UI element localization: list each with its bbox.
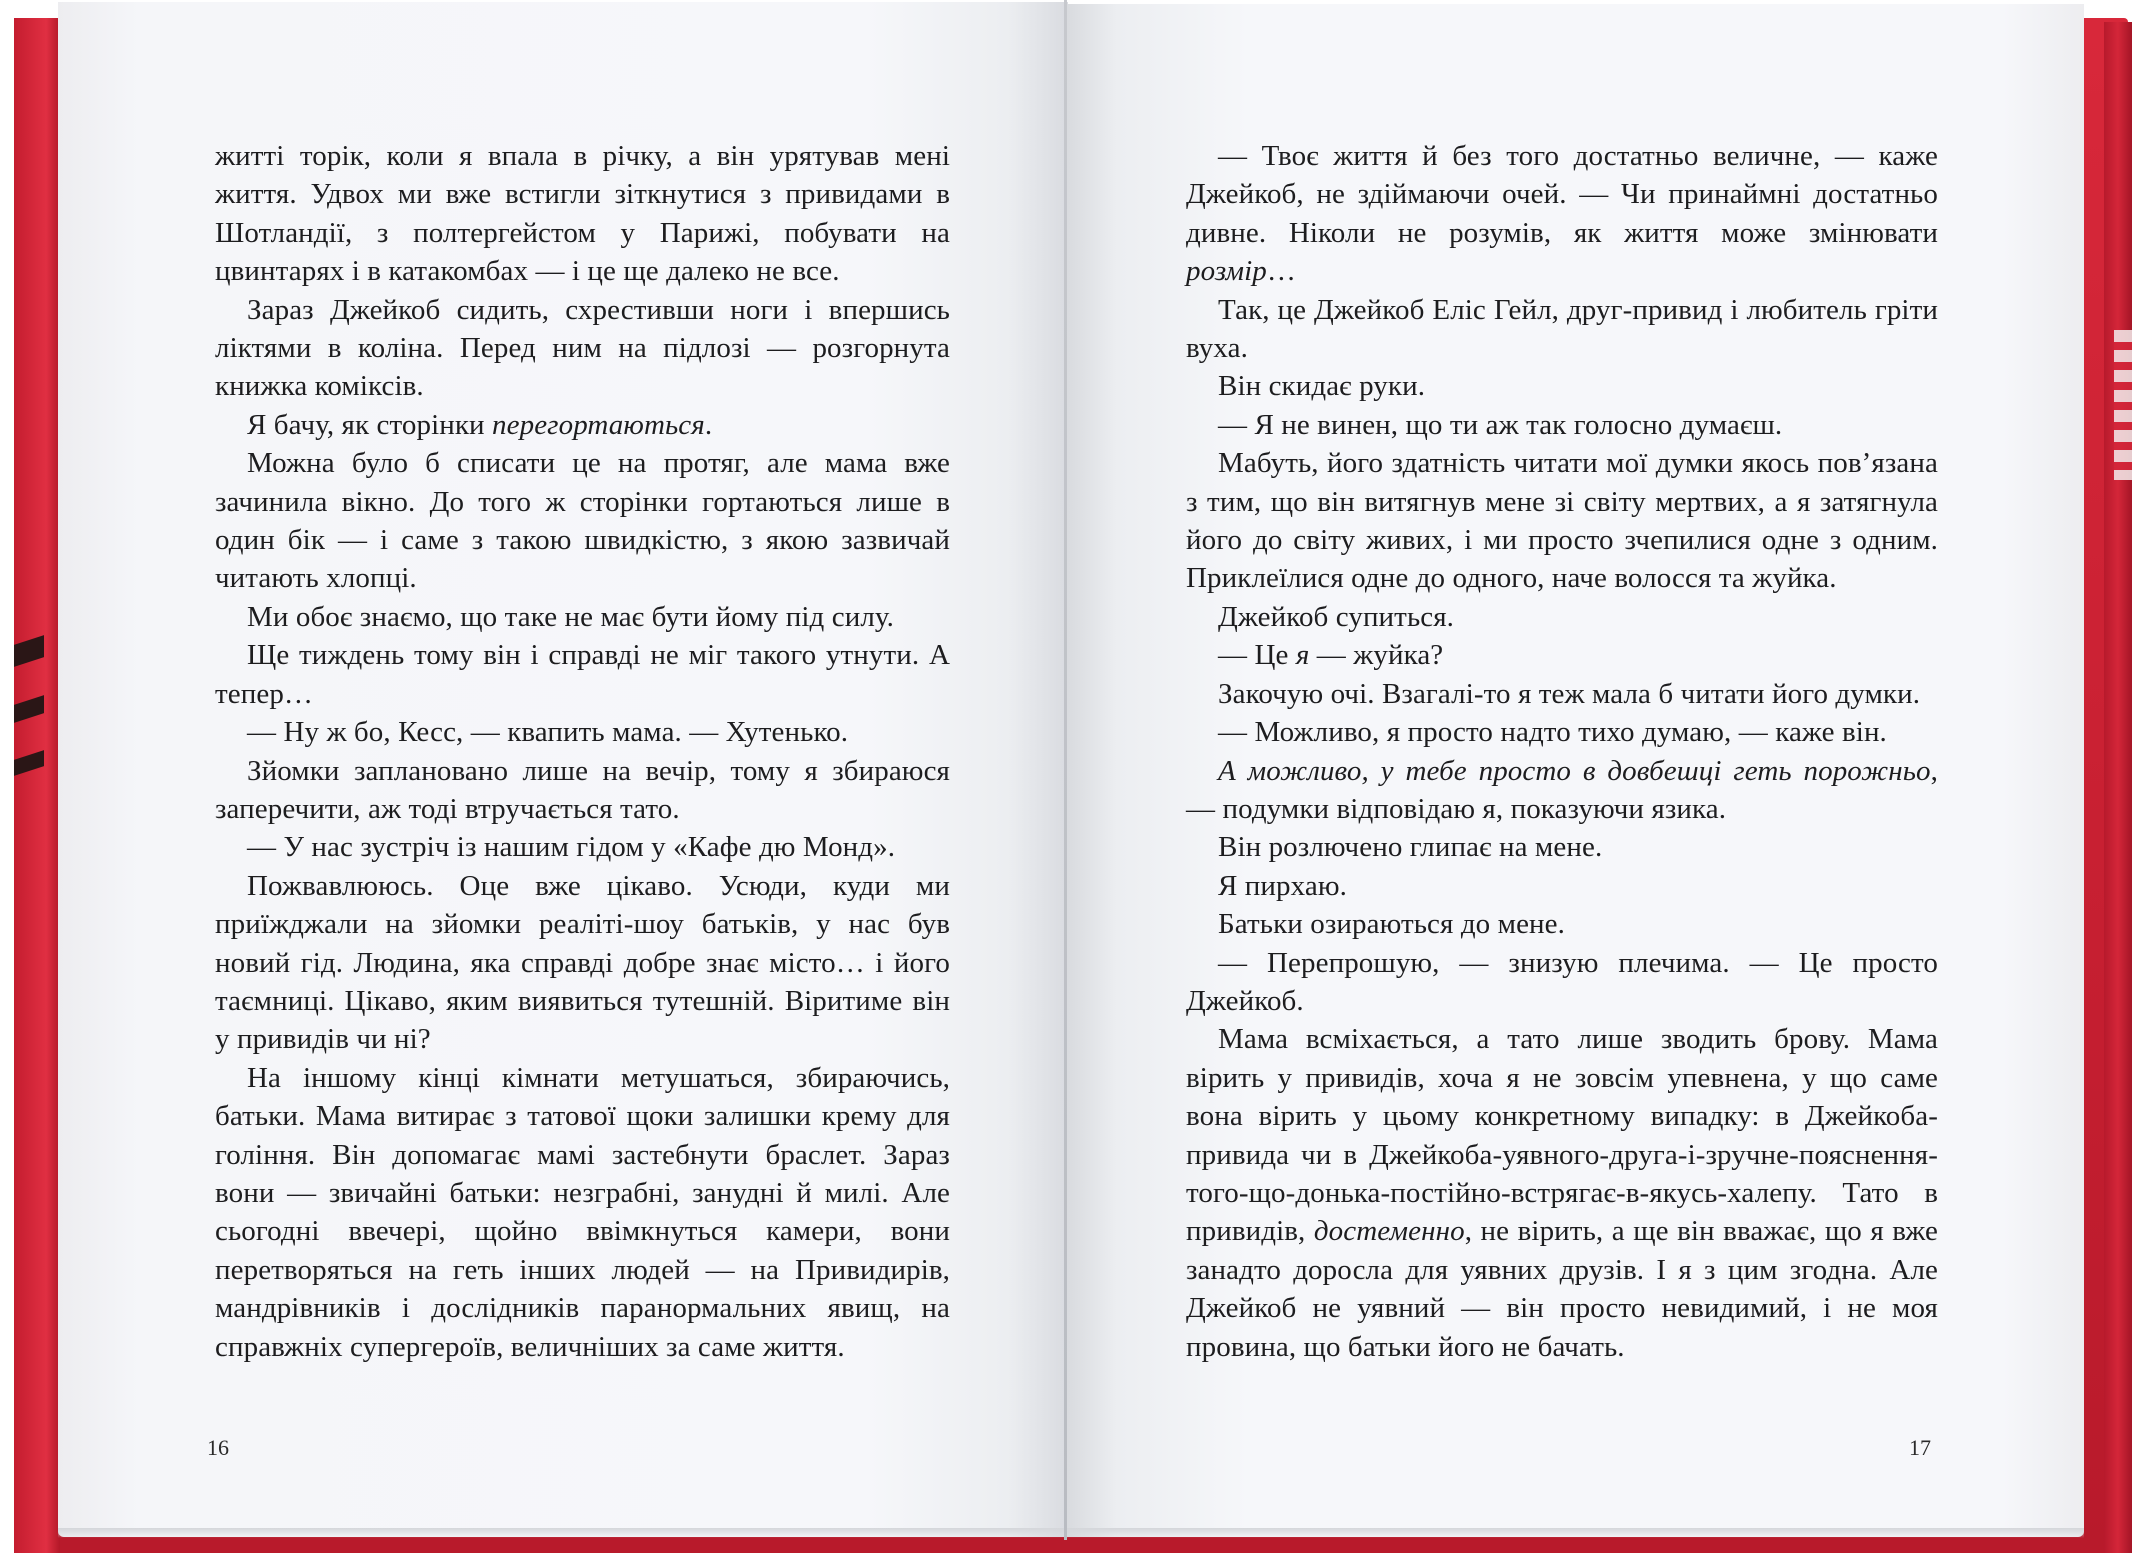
paragraph: Ще тиждень тому він і справді не міг такого утнути. А тепер… [215,639,950,710]
left-page-edge [58,1528,1068,1538]
book-gutter [1064,0,1067,1540]
page-number-left: 16 [207,1435,229,1460]
paragraph: Закочую очі. Взагалі-то я теж мала б читати його думки. [1218,677,1921,710]
paragraph: Я бачу, як сторінки перегортаються. [247,408,713,441]
paragraph: — Можливо, я просто надто тихо думаю, — каже він. [1218,716,1887,749]
paragraph: Мабуть, його здатність читати мої думки якось пов’язана з тим, що він витягнув мене зі світу мертвих, а я затягнула його до світу живих, і ми просто зчепилися одне з одним. Приклеїлися одне до одного, наче волосся та жуйка. [1186,447,1938,595]
paragraph: Джейкоб супиться. [1218,600,1455,633]
right-page-edge [1066,1528,2084,1538]
paragraph: Мама всміхається, а тато лише зводить брову. Мама вірить у привидів, хоча я не зовсім упевнена, у що саме вона вірить у цьому конкретному випадку: в Джейкоба-привида чи в Джейкоба-уявного-друга-і-зручне-пояснення-того-що-донька-постійно-встрягає-в-якусь-халепу. Тато в привидів, достеменно, не вірить, а ще він вважає, що я вже занадто доросла для уявних друзів. І я з цим згодна. Але Джейкоб не уявний — він просто невидимий, і не моя провина, що батьки його не бачать. [1186,1023,1938,1363]
book-cover-left-edge [14,18,60,1553]
paragraph: — Ну ж бо, Кесс, — квапить мама. — Хутенько. [247,716,849,749]
paragraph: — У нас зустріч із нашим гідом у «Кафе дю Монд». [247,831,896,864]
paragraph: Батьки озираються до мене. [1218,908,1565,941]
paragraph: На іншому кінці кімнати метушаться, збираючись, батьки. Мама витирає з татової щоки залишки крему для гоління. Він допомагає мамі застебнути браслет. Зараз вони — звичайні батьки: незграбні, занудні й милі. Але сьогодні ввечері, щойно ввімкнуться камери, вони перетворяться на геть інших людей — на Привидирів, мандрівників і дослідників паранормальних явищ, на справжніх супергероїв, величніших за саме життя. [215,1061,950,1363]
emphasis: перегортаються [492,408,705,441]
paragraph: — Твоє життя й без того достатньо величне, — каже Джейкоб, не здіймаючи очей. — Чи принаймні достатньо дивне. Ніколи не розумів, як життя може змінювати розмір… [1186,140,1938,288]
emphasis: розмір [1186,255,1267,288]
paragraph: Можна було б списати це на протяг, але мама вже зачинила вікно. До того ж сторінки гортаються лише в один бік — і саме з такою швидкістю, з якою зазвичай читають хлопці. [215,447,950,595]
paragraph: Пожвавлююсь. Оце вже цікаво. Усюди, куди ми приїжджали на зйомки реаліті-шоу батьків, у нас був новий гід. Людина, яка справді добре знає місто… і його таємниці. Цікаво, яким виявиться тутешній. Віритиме він у привидів чи ні? [215,869,950,1056]
paragraph: Зйомки заплановано лише на вечір, тому я збираюся заперечити, аж тоді втручається тато. [215,754,950,825]
paragraph: Він розлючено глипає на мене. [1218,831,1603,864]
page-number-right: 17 [1909,1435,1931,1460]
book-cover-right-edge [2104,22,2132,1553]
left-page-text [215,137,950,1366]
paragraph: — Перепрошую, — знизую плечима. — Це просто Джейкоб. [1186,946,1938,1017]
paragraph: А можливо, у тебе просто в довбешці геть порожньо, — подумки відповідаю я, показуючи язика. [1186,754,1938,825]
paragraph: Зараз Джейкоб сидить, схрестивши ноги і впершись ліктями в коліна. Перед ним на підлозі — розгорнута книжка коміксів. [215,293,950,403]
right-page-text [1186,137,1938,1366]
cover-decoration-pattern [2114,330,2132,480]
paragraph: Я пирхаю. [1218,869,1347,902]
emphasis: А можливо, у тебе просто в довбешці геть порожньо [1218,754,1931,787]
paragraph: Ми обоє знаємо, що таке не має бути йому під силу. [247,600,894,633]
emphasis: я [1295,639,1310,672]
paragraph: — Я не винен, що ти аж так голосно думаєш. [1218,408,1783,441]
paragraph: — Це я — жуйка? [1218,639,1444,672]
paragraph: Він скидає руки. [1218,370,1426,403]
paragraph: Так, це Джейкоб Еліс Гейл, друг-привид і любитель гріти вуха. [1186,293,1938,365]
emphasis: достеменно [1313,1215,1465,1248]
paragraph: житті торік, коли я впала в річку, а він урятував мені життя. Удвох ми вже встигли зіткнутися з привидами в Шотландії, з полтергейстом у Парижі, побувати на цвинтарях і в катакомбах — і це ще далеко не все. [215,140,950,288]
